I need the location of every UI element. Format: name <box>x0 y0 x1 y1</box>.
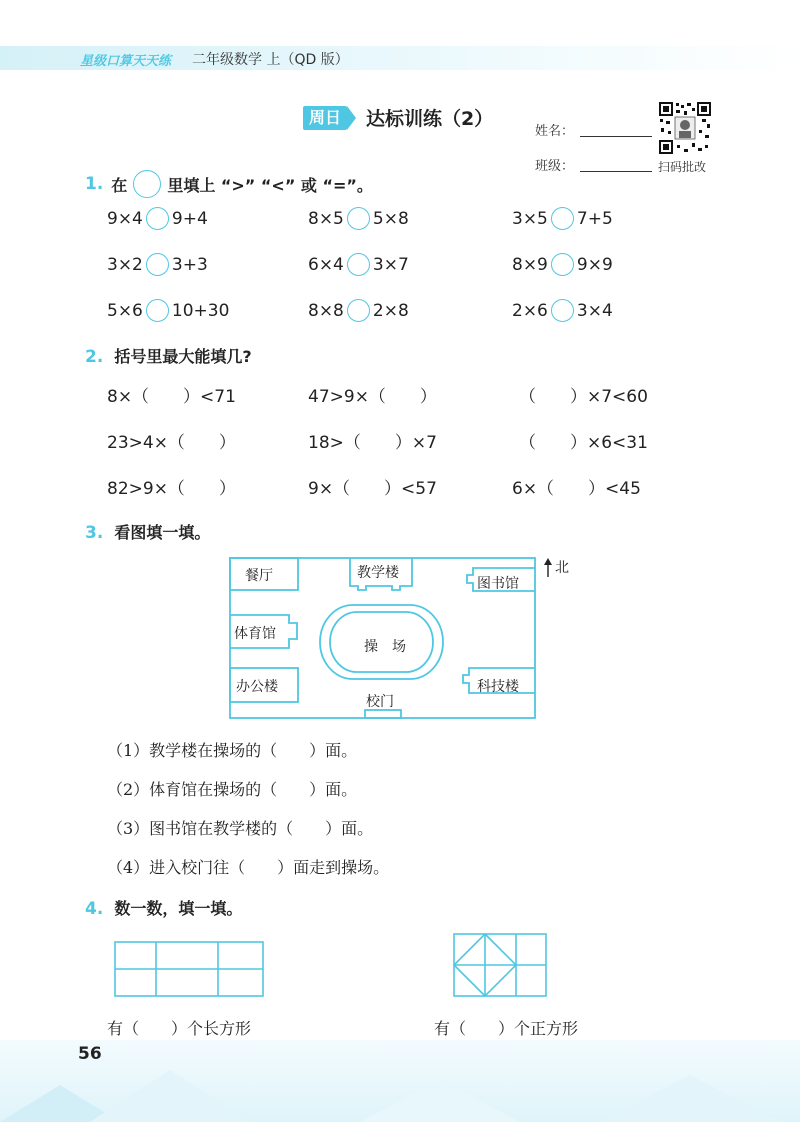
q3-item[interactable]: （2）体育馆在操场的（ ）面。 <box>107 780 358 799</box>
page-title: 达标训练（2） <box>366 108 494 130</box>
q1-item <box>512 299 613 322</box>
qr-caption: 扫码批改 <box>658 160 707 174</box>
q1-left: 2×6 <box>512 300 548 321</box>
answer-circle[interactable] <box>551 299 574 322</box>
q2-number: 2. <box>85 347 104 367</box>
q1-prefix: 在 <box>111 175 128 195</box>
squares-figure <box>452 932 550 1000</box>
q3-item[interactable]: （4）进入校门往（ ）面走到操场。 <box>107 858 390 877</box>
q2-text: 括号里最大能填几? <box>114 347 252 366</box>
q1-right: 3×7 <box>372 254 409 275</box>
name-field[interactable] <box>580 136 652 137</box>
q4-left-answer[interactable]: 有（ ）个长方形 <box>107 1019 252 1038</box>
gym-label: 体育馆 <box>234 626 276 642</box>
q1-left: 5×6 <box>107 300 143 321</box>
answer-circle[interactable] <box>146 253 169 276</box>
q1-left: 3×5 <box>512 208 548 229</box>
q4-right-answer[interactable]: 有（ ）个正方形 <box>434 1019 579 1038</box>
school-map <box>225 553 575 723</box>
day-badge: 周日 <box>303 106 347 130</box>
q3-item[interactable]: （1）教学楼在操场的（ ）面。 <box>107 741 358 760</box>
office-label: 办公楼 <box>236 679 278 695</box>
class-label: 班级： <box>535 159 575 174</box>
q1-item <box>107 253 208 276</box>
q1-item <box>308 253 409 276</box>
q1-right: 5×8 <box>372 208 409 229</box>
footer-decoration <box>0 1040 800 1122</box>
name-label: 姓名： <box>535 124 575 139</box>
q2-item[interactable]: 18>（ ）×7 <box>308 433 437 453</box>
q1-left: 8×9 <box>512 254 548 275</box>
tech-label: 科技楼 <box>477 679 519 695</box>
playground-label: 操 场 <box>364 639 406 655</box>
rectangles-figure <box>113 940 267 1000</box>
q3-item[interactable]: （3）图书馆在教学楼的（ ）面。 <box>107 819 374 838</box>
book-subtitle: 二年级数学 上（QD 版） <box>192 52 349 68</box>
library-label: 图书馆 <box>477 576 519 592</box>
q2-prompt <box>85 344 252 367</box>
q1-left: 9×4 <box>107 208 143 229</box>
q1-right: 2×8 <box>372 300 409 321</box>
q1-item <box>107 207 208 230</box>
q1-left: 8×5 <box>308 208 344 229</box>
gate-label: 校门 <box>366 694 394 710</box>
q3-number: 3. <box>85 523 104 543</box>
day-badge-arrow <box>347 106 356 130</box>
class-field[interactable] <box>580 171 652 172</box>
q1-right: 7+5 <box>576 208 613 229</box>
answer-circle[interactable] <box>146 207 169 230</box>
q1-right: 10+30 <box>171 300 230 321</box>
q2-item[interactable]: 8×（ ）<71 <box>107 387 236 407</box>
school-gate <box>365 710 401 718</box>
sample-circle-icon <box>133 170 161 198</box>
answer-circle[interactable] <box>551 207 574 230</box>
q1-item <box>512 207 613 230</box>
q1-right: 3+3 <box>171 254 208 275</box>
q1-right: 3×4 <box>576 300 613 321</box>
answer-circle[interactable] <box>347 299 370 322</box>
q2-item[interactable]: （ ）×7<60 <box>519 387 648 407</box>
q4-number: 4. <box>85 899 104 919</box>
answer-circle[interactable] <box>551 253 574 276</box>
q1-left: 3×2 <box>107 254 143 275</box>
q1-prompt <box>85 170 373 198</box>
q2-item[interactable]: 47>9×（ ） <box>308 387 437 407</box>
q1-number: 1. <box>85 174 104 194</box>
canteen-label: 餐厅 <box>245 568 273 584</box>
q3-text: 看图填一填。 <box>114 523 211 542</box>
q4-prompt <box>85 896 242 919</box>
book-brand: 星级口算天天练 <box>80 54 172 69</box>
teaching-label: 教学楼 <box>357 565 399 581</box>
q2-item[interactable]: （ ）×6<31 <box>519 433 648 453</box>
q2-item[interactable]: 9×（ ）<57 <box>308 479 437 499</box>
q1-item <box>308 299 409 322</box>
q3-prompt <box>85 520 210 543</box>
q2-item[interactable]: 82>9×（ ） <box>107 479 236 499</box>
q2-item[interactable]: 23>4×（ ） <box>107 433 236 453</box>
qr-code-icon[interactable] <box>658 101 712 155</box>
q1-left: 8×8 <box>308 300 344 321</box>
q2-item[interactable]: 6×（ ）<45 <box>512 479 641 499</box>
answer-circle[interactable] <box>347 207 370 230</box>
q1-right: 9+4 <box>171 208 208 229</box>
north-label: 北 <box>555 560 569 576</box>
answer-circle[interactable] <box>347 253 370 276</box>
q1-left: 6×4 <box>308 254 344 275</box>
answer-circle[interactable] <box>146 299 169 322</box>
q1-item <box>512 253 613 276</box>
page-number: 56 <box>78 1044 102 1064</box>
q1-right: 9×9 <box>576 254 613 275</box>
q1-suffix: 里填上 “>” “<” 或 “=”。 <box>167 175 373 195</box>
q1-item <box>308 207 409 230</box>
q4-text: 数一数，填一填。 <box>114 899 243 918</box>
q1-item <box>107 299 229 322</box>
north-arrowhead-icon <box>544 558 552 565</box>
